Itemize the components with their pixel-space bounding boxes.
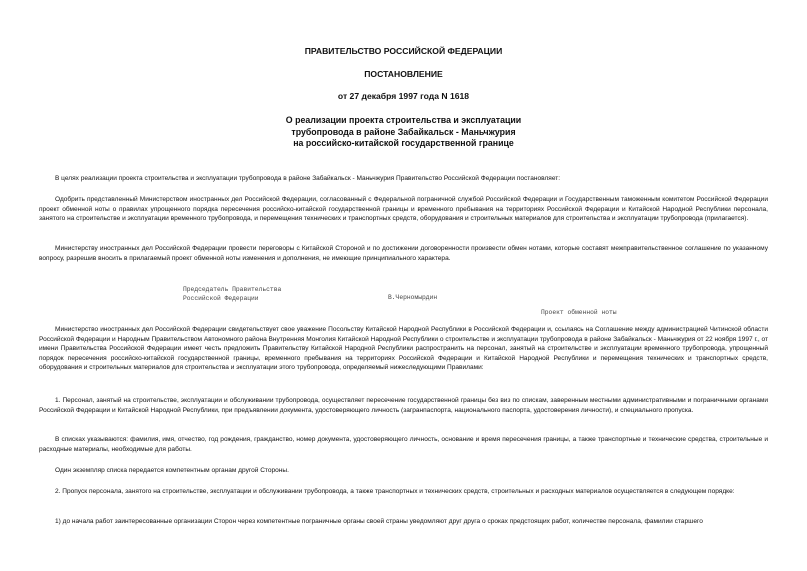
document-type: ПОСТАНОВЛЕНИЕ [364, 69, 443, 79]
signature-name: В.Черномырдин [388, 294, 438, 301]
title-line: О реализации проекта строительства и эксплуатации [285, 115, 522, 125]
title-line: на российско-китайской государственной границе [293, 138, 514, 148]
signature-position-line: Председатель Правительства [183, 286, 282, 293]
paragraph-approve: Одобрить представленный Министерством иностранных дел Российской Федерации, согласованный с Федеральной пограничной службой Российской Федерации и Государственным таможенным комитетом Российской Федерации проект обменной ноты о правилах упрощенного порядка пересечения российско-китайской государственной границы и временного пребывания на территориях Российской Федерации и Китайской Народной Республики персонала, занятого на строительстве и эксплуатации временного трубопровода, и перемещения технических и транспортных средств, оборудования и строительных материалов для строительства и эксплуатации трубопровода (прилагается). [39, 196, 768, 223]
paragraph-note-intro: Министерство иностранных дел Российской Федерации свидетельствует свое уважение Посольству Китайской Народной Республики в Российской Федерации и, ссылаясь на Соглашение между администрацией Читинской области Российской Федерации и Народным Правительством Автономного района Внутренняя Монголия Китайской Народной Республики о строительстве и эксплуатации трубопровода в районе Забайкальск - Маньчжурия от 22 ноября 1997 г., от имени Правительства Российской Федерации имеет честь предложить Правительству Китайской Народной Республики распространить на персонал, занятый на строительстве и эксплуатации временного трубопровода, упрощенный порядок пересечения российско-китайской государственной границы, временного пребывания на территориях Российской Федерации и Китайской Народной Республики и перемещения технических и транспортных средств, оборудования и строительных материалов для строительства и эксплуатации этого трубопровода, определяемый нижеследующими Правилами: [39, 326, 768, 372]
document-title [0, 115, 807, 150]
paragraph-negotiations: Министерству иностранных дел Российской Федерации провести переговоры с Китайской Стороной и по достижении договоренности произвести обмен нотами, которые составят межправительственное соглашение по указанному вопросу, разрешив вносить в прилагаемый проект обменной ноты изменения и дополнения, не имеющие принципиального характера. [39, 245, 768, 262]
paragraph-list-copy: Один экземпляр списка передается компетентным органам другой Стороны. [55, 467, 289, 474]
paragraph-rule-1: 1. Персонал, занятый на строительстве, эксплуатации и обслуживании трубопровода, осуществляет пересечение государственной границы без виз по спискам, заверенным местными административными и пограничными органами Российской Федерации и Китайской Народной Республики, при предъявлении документа, удостоверяющего личность (загранпаспорта, национального паспорта, удостоверения личности), и специального пропуска. [39, 397, 768, 414]
signature-position [183, 286, 281, 303]
paragraph-lists-content: В списках указываются: фамилия, имя, отчество, год рождения, гражданство, номер документа, удостоверяющего личность, основание и время пересечения границы, а также транспортные и технические средства, строительные и расходные материалы, необходимые для работы. [39, 436, 768, 453]
government-heading: ПРАВИТЕЛЬСТВО РОССИЙСКОЙ ФЕДЕРАЦИИ [304, 46, 503, 56]
title-line: трубопровода в районе Забайкальск - Маньчжурия [291, 126, 516, 137]
signature-position-line: Российской Федерации [183, 294, 259, 302]
document-date-number: от 27 декабря 1997 года N 1618 [337, 91, 470, 101]
paragraph-rule-2-1: 1) до начала работ заинтересованные организации Сторон через компетентные пограничные органы своей страны уведомляют друг друга о сроках предстоящих работ, количестве персонала, фамилии старшего [55, 518, 703, 525]
annex-label: Проект обменной ноты [541, 309, 617, 316]
paragraph-preamble: В целях реализации проекта строительства и эксплуатации трубопровода в районе Забайкальск - Маньчжурия Правительство Российской Федерации постановляет: [55, 175, 561, 182]
paragraph-rule-2: 2. Пропуск персонала, занятого на строительстве, эксплуатации и обслуживании трубопровода, а также транспортных и технических средств, строительных и расходных материалов осуществляется в следующем порядке: [55, 488, 735, 495]
